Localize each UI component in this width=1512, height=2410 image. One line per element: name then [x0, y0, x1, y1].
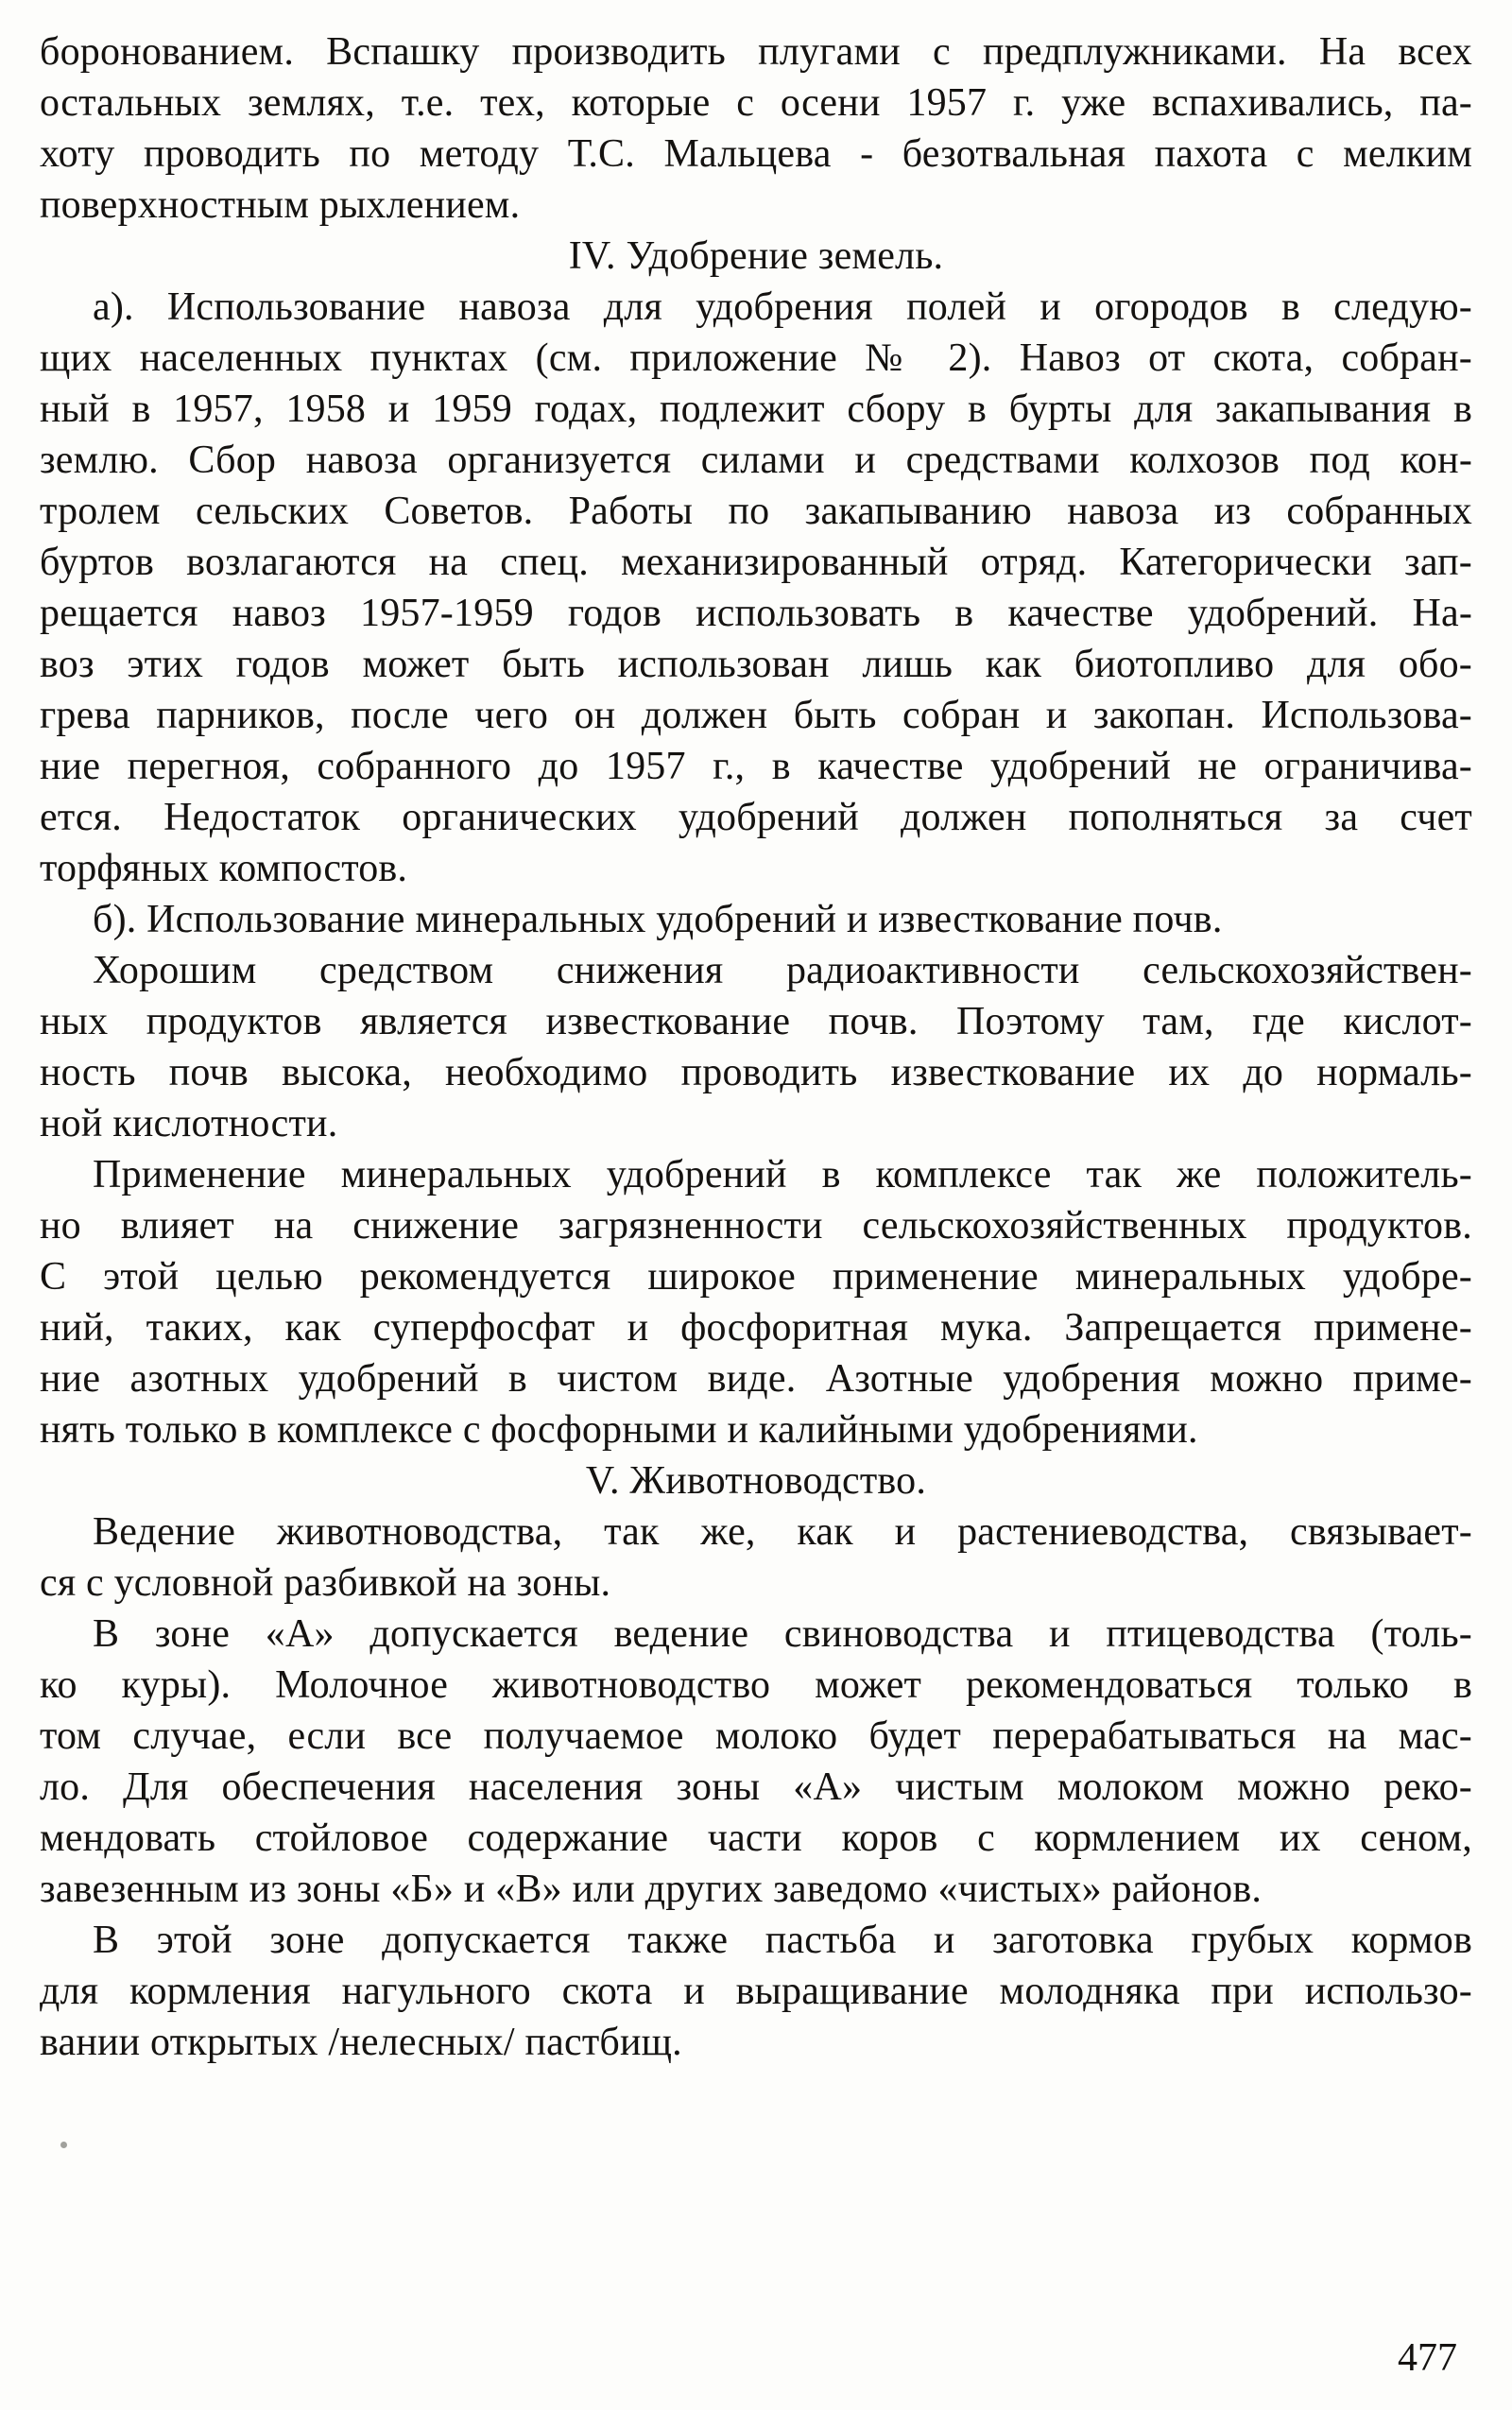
- text-line: ных продуктов является известкование почв. Поэтому там, где кислот-: [40, 1000, 1472, 1043]
- text-line: нять только в комплексе с фосфорными и калийными удобрениями.: [40, 1408, 1198, 1452]
- paragraph: [40, 282, 1472, 894]
- text-line: грева парников, после чего он должен быть собран и закопан. Использова-: [40, 694, 1472, 737]
- text-line: ный в 1957, 1958 и 1959 годах, подлежит сбору в бурты для закапывания в: [40, 387, 1472, 431]
- text-line: ется. Недостаток органических удобрений должен пополняться за счет: [40, 796, 1472, 839]
- text-line: для кормления нагульного скота и выращивание молодняка при использо-: [40, 1970, 1472, 2013]
- text-line: ко куры). Молочное животноводство может рекомендоваться только в: [40, 1663, 1472, 1707]
- text-line: рещается навоз 1957-1959 годов использовать в качестве удобрений. На-: [40, 592, 1472, 635]
- text-line: б). Использование минеральных удобрений и известкование почв.: [93, 898, 1223, 941]
- paragraph: [40, 1149, 1472, 1455]
- text-line: ний, таких, как суперфосфат и фосфоритная мука. Запрещается примене-: [40, 1306, 1472, 1350]
- text-line: Применение минеральных удобрений в комплексе так же положитель-: [93, 1153, 1472, 1196]
- text-line: ние азотных удобрений в чистом виде. Азотные удобрения можно приме-: [40, 1357, 1472, 1401]
- text-line: щих населенных пунктах (см. приложение № 2). Навоз от скота, собран-: [40, 336, 1472, 380]
- page-number: 477: [1398, 2336, 1457, 2380]
- text-line: С этой целью рекомендуется широкое применение минеральных удобре-: [40, 1255, 1472, 1299]
- text-line: том случае, если все получаемое молоко будет перерабатываться на мас-: [40, 1714, 1472, 1758]
- text-line: поверхностным рыхлением.: [40, 183, 521, 227]
- text-line: землю. Сбор навоза организуется силами и средствами колхозов под кон-: [40, 439, 1472, 482]
- text-line: остальных землях, т.е. тех, которые с осени 1957 г. уже вспахивались, па-: [40, 81, 1472, 125]
- text-line: ся с условной разбивкой на зоны.: [40, 1561, 611, 1605]
- text-line: буртов возлагаются на спец. механизированный отряд. Категорически зап-: [40, 541, 1472, 584]
- text-line: торфяных компостов.: [40, 847, 408, 890]
- text-line: ло. Для обеспечения населения зоны «А» чистым молоком можно реко-: [40, 1765, 1472, 1809]
- text-line: вании открытых /нелесных/ пастбищ.: [40, 2021, 682, 2064]
- text-line: завезенным из зоны «Б» и «В» или других заведомо «чистых» районов.: [40, 1868, 1263, 1911]
- text-line: Хорошим средством снижения радиоактивности сельскохозяйствен-: [93, 949, 1472, 992]
- text-line: но влияет на снижение загрязненности сельскохозяйственных продуктов.: [40, 1204, 1472, 1248]
- text-line: а). Использование навоза для удобрения полей и огородов в следую-: [93, 285, 1472, 329]
- text-line: В зоне «А» допускается ведение свиноводства и птицеводства (толь-: [93, 1612, 1472, 1656]
- paragraph: [40, 26, 1472, 231]
- section-heading: IV. Удобрение земель.: [568, 234, 944, 278]
- text-line: ние перегноя, собранного до 1957 г., в качестве удобрений не ограничива-: [40, 745, 1472, 788]
- scan-speck-artifact: [60, 2142, 67, 2148]
- text-line: боронованием. Вспашку производить плугами с предплужниками. На всех: [40, 30, 1472, 74]
- text-line: ность почв высока, необходимо проводить известкование их до нормаль-: [40, 1051, 1472, 1094]
- text-line: Ведение животноводства, так же, как и растениеводства, связывает-: [93, 1510, 1472, 1554]
- paragraph: [40, 945, 1472, 1149]
- paragraph: [40, 1609, 1472, 1915]
- text-line: ной кислотности.: [40, 1102, 338, 1145]
- paragraph: [40, 894, 1472, 945]
- text-line: тролем сельских Советов. Работы по закапыванию навоза из собранных: [40, 490, 1472, 533]
- section-heading: V. Животноводство.: [585, 1459, 927, 1503]
- text-line: воз этих годов может быть использован лишь как биотопливо для обо-: [40, 643, 1472, 686]
- text-line: мендовать стойловое содержание части коров с кормлением их сеном,: [40, 1816, 1472, 1860]
- text-line: В этой зоне допускается также пастьба и заготовка грубых кормов: [93, 1919, 1472, 1962]
- paragraph: [40, 1506, 1472, 1609]
- paragraph: [40, 1915, 1472, 2068]
- text-line: хоту проводить по методу Т.С. Мальцева - безотвальная пахота с мелким: [40, 132, 1472, 176]
